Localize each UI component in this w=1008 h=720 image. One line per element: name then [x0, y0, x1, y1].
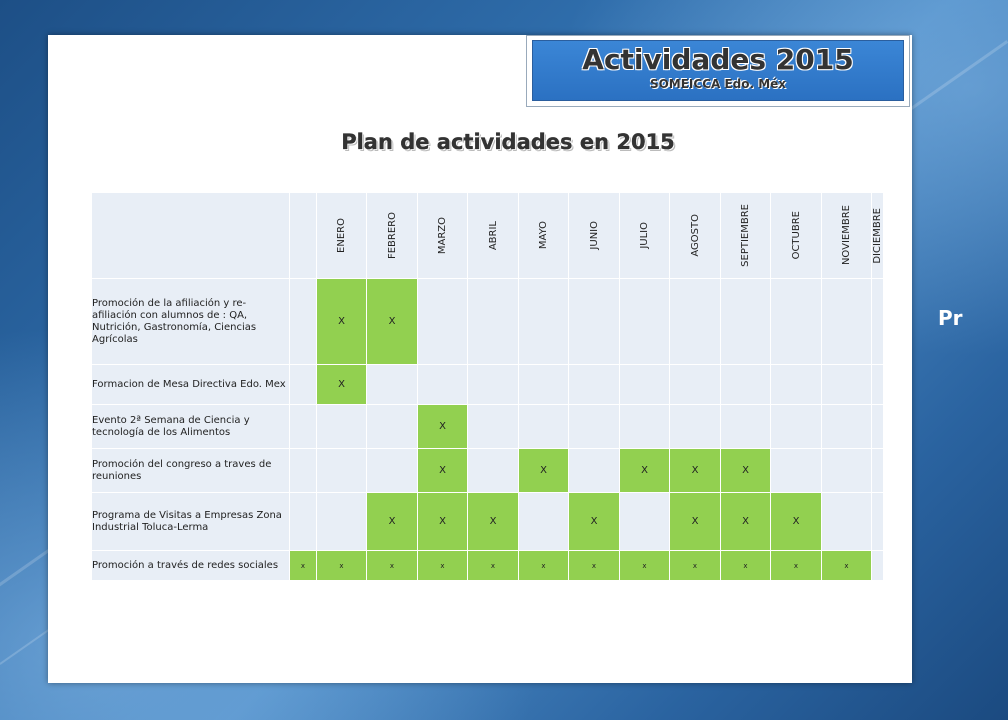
header-month-febrero — [367, 193, 418, 279]
month-cell: x — [418, 551, 468, 581]
month-cell — [771, 449, 822, 493]
table-header-row — [92, 193, 884, 279]
month-label: NOVIEMBRE — [841, 205, 852, 266]
month-cell — [569, 405, 620, 449]
table-row — [92, 279, 884, 365]
month-cell — [367, 365, 418, 405]
month-cell — [670, 405, 721, 449]
header-month-mayo — [519, 193, 569, 279]
month-cell: X — [721, 493, 771, 551]
activity-cell: Programa de Visitas a Empresas Zona Industrial Toluca-Lerma — [92, 493, 290, 551]
header-month-septiembre — [721, 193, 771, 279]
month-cell — [290, 365, 317, 405]
month-cell — [290, 449, 317, 493]
month-label: SEPTIEMBRE — [740, 204, 751, 267]
header-month-octubre — [771, 193, 822, 279]
month-cell: X — [418, 405, 468, 449]
month-cell — [468, 365, 519, 405]
activity-cell: Promoción del congreso a traves de reuniones — [92, 449, 290, 493]
header-month-julio — [620, 193, 670, 279]
month-cell — [771, 365, 822, 405]
month-cell — [771, 279, 822, 365]
slide-subtitle: SOMEICCA Edo. Méx — [649, 77, 787, 91]
header-month-noviembre — [822, 193, 872, 279]
month-cell — [771, 405, 822, 449]
month-cell: x — [317, 551, 367, 581]
month-label: JUNIO — [588, 221, 600, 250]
activity-cell: Promoción de la afiliación y re-afiliación con alumnos de : QA, Nutrición, Gastronomía, Ciencias Agrícolas — [92, 279, 290, 365]
month-cell — [569, 279, 620, 365]
month-cell: x — [290, 551, 317, 581]
month-cell — [468, 405, 519, 449]
empty-cell — [872, 449, 884, 493]
month-cell: X — [519, 449, 569, 493]
month-cell: x — [468, 551, 519, 581]
empty-cell — [872, 279, 884, 365]
month-cell: X — [317, 365, 367, 405]
empty-cell — [872, 365, 884, 405]
month-cell — [367, 405, 418, 449]
title-banner — [532, 40, 904, 101]
table-row — [92, 551, 884, 581]
month-label: JULIO — [639, 222, 650, 249]
month-cell: x — [620, 551, 670, 581]
empty-cell — [872, 551, 884, 581]
month-cell — [822, 405, 872, 449]
month-label: FEBRERO — [386, 211, 398, 260]
activity-cell: Promoción a través de redes sociales — [92, 551, 290, 581]
month-cell — [519, 493, 569, 551]
header-month-junio — [569, 193, 620, 279]
slide-panel — [48, 35, 912, 683]
activity-cell: Formacion de Mesa Directiva Edo. Mex — [92, 365, 290, 405]
month-label: MAYO — [538, 221, 549, 250]
month-cell — [620, 279, 670, 365]
month-cell — [317, 493, 367, 551]
month-cell — [620, 365, 670, 405]
month-cell: X — [569, 493, 620, 551]
month-cell — [468, 279, 519, 365]
table-row — [92, 365, 884, 405]
month-cell: x — [670, 551, 721, 581]
side-text-fragment: Pr — [938, 306, 963, 330]
header-month-diciembre — [872, 193, 884, 279]
month-cell — [670, 365, 721, 405]
month-cell: X — [771, 493, 822, 551]
table-row — [92, 405, 884, 449]
month-cell — [367, 449, 418, 493]
title-box — [526, 35, 910, 107]
month-cell — [569, 365, 620, 405]
month-cell: X — [317, 279, 367, 365]
month-cell — [468, 449, 519, 493]
slide-title: Actividades 2015 — [582, 43, 854, 76]
month-cell: x — [367, 551, 418, 581]
month-cell — [822, 449, 872, 493]
month-cell — [418, 279, 468, 365]
month-cell — [822, 279, 872, 365]
empty-cell — [872, 493, 884, 551]
month-cell: x — [771, 551, 822, 581]
month-cell — [519, 365, 569, 405]
month-cell — [620, 405, 670, 449]
month-cell — [670, 279, 721, 365]
month-label: ENERO — [336, 218, 347, 253]
month-cell: X — [721, 449, 771, 493]
month-cell — [822, 365, 872, 405]
month-cell — [519, 279, 569, 365]
header-spacer-cell — [290, 193, 317, 279]
month-cell — [569, 449, 620, 493]
month-cell: X — [367, 493, 418, 551]
month-cell: X — [620, 449, 670, 493]
month-cell: X — [418, 493, 468, 551]
header-activity-cell — [92, 193, 290, 279]
header-month-abril — [468, 193, 519, 279]
month-cell — [290, 405, 317, 449]
activities-table — [91, 192, 884, 581]
month-label: AGOSTO — [689, 214, 701, 257]
month-cell — [317, 405, 367, 449]
month-label: DICIEMBRE — [872, 207, 883, 264]
plan-heading: Plan de actividades en 2015 — [341, 130, 675, 154]
month-cell: X — [670, 493, 721, 551]
month-label: MARZO — [437, 216, 448, 255]
month-cell — [290, 493, 317, 551]
month-cell: x — [721, 551, 771, 581]
month-cell — [620, 493, 670, 551]
table-row — [92, 493, 884, 551]
month-cell: x — [519, 551, 569, 581]
month-cell: x — [569, 551, 620, 581]
header-month-marzo — [418, 193, 468, 279]
table-row — [92, 449, 884, 493]
month-cell — [317, 449, 367, 493]
month-cell: x — [822, 551, 872, 581]
activity-cell: Evento 2ª Semana de Ciencia y tecnología de los Alimentos — [92, 405, 290, 449]
month-cell: X — [670, 449, 721, 493]
month-cell — [721, 365, 771, 405]
month-cell: X — [367, 279, 418, 365]
month-cell — [519, 405, 569, 449]
month-label: OCTUBRE — [790, 211, 802, 260]
header-month-enero — [317, 193, 367, 279]
month-cell — [721, 279, 771, 365]
month-cell — [822, 493, 872, 551]
month-cell — [290, 279, 317, 365]
header-month-agosto — [670, 193, 721, 279]
month-cell — [418, 365, 468, 405]
month-cell — [721, 405, 771, 449]
month-cell: X — [418, 449, 468, 493]
month-cell: X — [468, 493, 519, 551]
empty-cell — [872, 405, 884, 449]
month-label: ABRIL — [487, 220, 499, 251]
